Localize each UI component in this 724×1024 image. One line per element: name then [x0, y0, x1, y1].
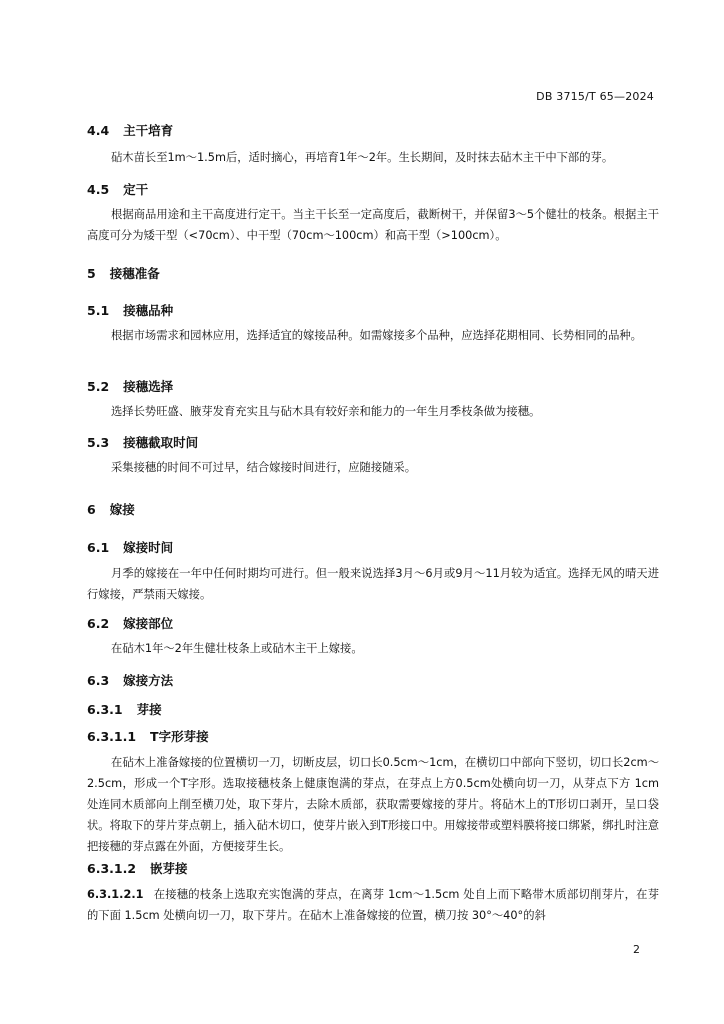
heading-5-3	[87, 433, 198, 451]
heading-6	[87, 500, 135, 518]
heading-number: 6.3	[87, 673, 110, 688]
heading-title: 接穗选择	[123, 379, 174, 394]
heading-title: 芽接	[136, 702, 162, 717]
heading-number: 5.3	[87, 435, 110, 450]
paragraph-5-1: 根据市场需求和园林应用，选择适宜的嫁接品种。如需嫁接多个品种，应选择花期相同、长势相同的品种。	[111, 329, 642, 342]
heading-title: 主干培育	[123, 123, 174, 138]
heading-title: 接穗准备	[109, 266, 160, 281]
paragraph-6-3-1-2-1	[87, 884, 659, 926]
paragraph-6-3-1-1: 在砧木上准备嫁接的位置横切一刀，切断皮层，切口长0.5cm～1cm，在横切口中部向下竖切，切口长2cm～2.5cm，形成一个T字形。选取接穗枝条上健康饱满的芽点，在芽点上方0.5cm处横向切一刀，从芽点下方 1cm 处连同木质部向上削至横刀处，取下芽片，去除木质部，获取需要嫁接的芽片。将砧木上的T形切口剥开，呈口袋状。将取下的芽片芽点朝上，插入砧木切口，使芽片嵌入到T形接口中。用嫁接带或塑料膜将接口绑紧，绑扎时注意把接穗的芽点露在外面，方便接芽生长。	[87, 756, 659, 853]
heading-title: 接穗品种	[123, 303, 174, 318]
heading-title: 嵌芽接	[150, 861, 188, 876]
heading-5	[87, 264, 160, 282]
heading-number: 6.1	[87, 540, 110, 555]
paragraph-5-2: 选择长势旺盛、腋芽发育充实且与砧木具有较好亲和能力的一年生月季枝条做为接穗。	[111, 405, 541, 418]
heading-number: 4.5	[87, 182, 110, 197]
paragraph-6-2: 在砧木1年～2年生健壮枝条上或砧木主干上嫁接。	[111, 642, 363, 655]
paragraph-5-3: 采集接穗的时间不可过早，结合嫁接时间进行，应随接随采。	[111, 461, 417, 474]
heading-5-1	[87, 301, 173, 319]
heading-title: 嫁接方法	[123, 673, 174, 688]
paragraph-4-4: 砧木苗长至1m～1.5m后，适时摘心，再培育1年～2年。生长期间，及时抹去砧木主干中下部的芽。	[111, 151, 614, 164]
heading-title: 嫁接	[109, 502, 135, 517]
heading-5-2	[87, 377, 173, 395]
paragraph-4-5: 根据商品用途和主干高度进行定干。当主干长至一定高度后，截断树干，并保留3～5个健壮的枝条。根据主干高度可分为矮干型（<70cm）、中干型（70cm～100cm）和高干型（>100cm）。	[87, 208, 659, 242]
heading-number: 5.1	[87, 303, 110, 318]
heading-title: 定干	[123, 182, 149, 197]
heading-number: 6.3.1.1	[87, 729, 137, 744]
heading-number: 5	[87, 266, 96, 281]
heading-4-4	[87, 121, 173, 139]
heading-number: 6.3.1.2	[87, 861, 137, 876]
heading-6-1	[87, 538, 173, 556]
heading-6-3	[87, 671, 173, 689]
heading-number: 6	[87, 502, 96, 517]
heading-title: 嫁接时间	[123, 540, 174, 555]
heading-4-5	[87, 180, 148, 198]
heading-6-3-1	[87, 700, 162, 718]
heading-6-3-1-2	[87, 859, 188, 877]
heading-title: 接穗截取时间	[123, 435, 199, 450]
heading-number: 4.4	[87, 123, 110, 138]
page-number: 2	[633, 943, 640, 956]
document-id: DB 3715/T 65—2024	[536, 90, 654, 103]
paragraph-text: 在接穗的枝条上选取充实饱满的芽点，在离芽 1cm～1.5cm 处自上而下略带木质部切削芽片，在芽的下面 1.5cm 处横向切一刀，取下芽片。在砧木上准备嫁接的位置，横刀按 30°～40°的斜	[87, 888, 659, 922]
heading-title: T字形芽接	[150, 729, 209, 744]
paragraph-6-1: 月季的嫁接在一年中任何时期均可进行。但一般来说选择3月～6月或9月～11月较为适宜。选择无风的晴天进行嫁接，严禁雨天嫁接。	[87, 567, 659, 601]
heading-number: 5.2	[87, 379, 110, 394]
heading-6-2	[87, 614, 173, 632]
heading-title: 嫁接部位	[123, 616, 174, 631]
paragraph-number: 6.3.1.2.1	[87, 888, 144, 901]
heading-6-3-1-1	[87, 727, 209, 745]
heading-number: 6.2	[87, 616, 110, 631]
heading-number: 6.3.1	[87, 702, 123, 717]
